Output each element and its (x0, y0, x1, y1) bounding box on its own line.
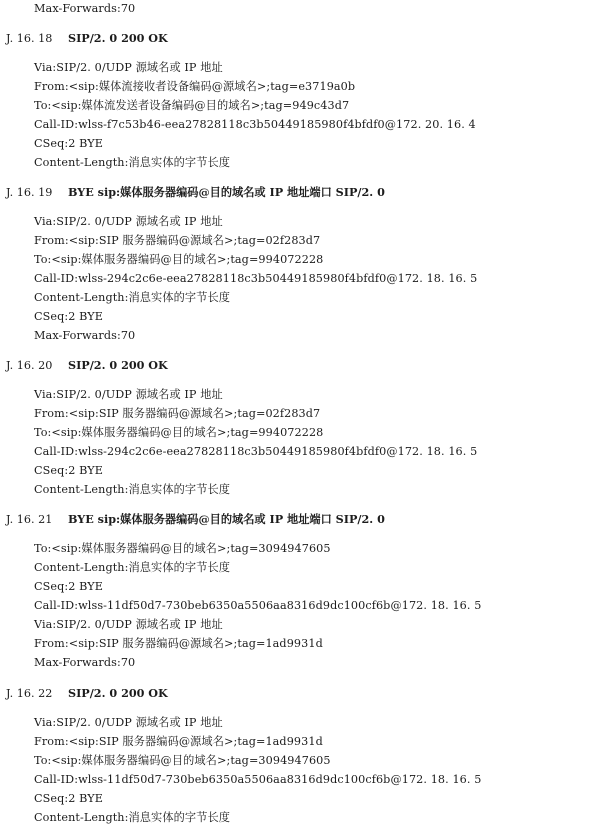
header-line: Content-Length:消息实体的字节长度 (34, 561, 231, 574)
header-line: From:<sip:SIP 服务器编码@源域名>;tag=02f283d7 (34, 407, 321, 420)
section-heading-j1621 (6, 512, 385, 527)
section-number: J. 16. 20 (6, 359, 53, 372)
header-line: Content-Length:消息实体的字节长度 (34, 483, 231, 496)
section-heading-j1618 (6, 31, 168, 46)
section-title: SIP/2. 0 200 OK (68, 31, 168, 45)
header-line: From:<sip:SIP 服务器编码@源域名>;tag=1ad9931d (34, 735, 323, 748)
section-heading-j1619 (6, 185, 385, 200)
header-line: CSeq:2 BYE (34, 137, 104, 150)
header-line: To:<sip:媒体服务器编码@目的域名>;tag=994072228 (34, 253, 324, 266)
max-forwards-line: Max-Forwards:70 (34, 2, 136, 15)
header-line: Call-ID:wlss-11df50d7-730beb6350a5506aa8316d9dc100cf6b@172. 18. 16. 5 (34, 773, 482, 786)
header-line: CSeq:2 BYE (34, 580, 104, 593)
section-number: J. 16. 22 (6, 687, 53, 700)
header-line: Max-Forwards:70 (34, 329, 136, 342)
header-line: Via:SIP/2. 0/UDP 源域名或 IP 地址 (34, 388, 223, 401)
header-line: Call-ID:wlss-294c2c6e-eea27828118c3b50449185980f4bfdf0@172. 18. 16. 5 (34, 445, 478, 458)
section-number: J. 16. 21 (6, 513, 53, 526)
header-line: From:<sip:SIP 服务器编码@源域名>;tag=02f283d7 (34, 234, 321, 247)
header-line: Content-Length:消息实体的字节长度 (34, 156, 231, 169)
header-line: Call-ID:wlss-f7c53b46-eea27828118c3b50449185980f4bfdf0@172. 20. 16. 4 (34, 118, 476, 131)
header-line: Via:SIP/2. 0/UDP 源域名或 IP 地址 (34, 61, 223, 74)
section-heading-j1622 (6, 686, 168, 701)
header-line: CSeq:2 BYE (34, 792, 104, 805)
section-title: BYE sip:媒体服务器编码@目的域名或 IP 地址端口 SIP/2. 0 (68, 185, 385, 199)
section-title: SIP/2. 0 200 OK (68, 686, 168, 700)
header-line: Call-ID:wlss-11df50d7-730beb6350a5506aa8316d9dc100cf6b@172. 18. 16. 5 (34, 599, 482, 612)
section-heading-j1620 (6, 358, 168, 373)
header-line: CSeq:2 BYE (34, 464, 104, 477)
header-line: To:<sip:媒体流发送者设备编码@目的域名>;tag=949c43d7 (34, 99, 350, 112)
section-number: J. 16. 19 (6, 186, 53, 199)
header-line: Max-Forwards:70 (34, 656, 136, 669)
header-line: Via:SIP/2. 0/UDP 源域名或 IP 地址 (34, 618, 223, 631)
header-line: From:<sip:媒体流接收者设备编码@源域名>;tag=e3719a0b (34, 80, 356, 93)
header-line: Content-Length:消息实体的字节长度 (34, 811, 231, 824)
section-title: SIP/2. 0 200 OK (68, 358, 168, 372)
header-line: CSeq:2 BYE (34, 310, 104, 323)
header-line: To:<sip:媒体服务器编码@目的域名>;tag=3094947605 (34, 542, 331, 555)
section-number: J. 16. 18 (6, 32, 53, 45)
header-line: Via:SIP/2. 0/UDP 源域名或 IP 地址 (34, 215, 223, 228)
header-line: Content-Length:消息实体的字节长度 (34, 291, 231, 304)
header-line: From:<sip:SIP 服务器编码@源域名>;tag=1ad9931d (34, 637, 323, 650)
section-title: BYE sip:媒体服务器编码@目的域名或 IP 地址端口 SIP/2. 0 (68, 512, 385, 526)
header-line: Via:SIP/2. 0/UDP 源域名或 IP 地址 (34, 716, 223, 729)
header-line: To:<sip:媒体服务器编码@目的域名>;tag=3094947605 (34, 754, 331, 767)
header-line: To:<sip:媒体服务器编码@目的域名>;tag=994072228 (34, 426, 324, 439)
header-line: Call-ID:wlss-294c2c6e-eea27828118c3b50449185980f4bfdf0@172. 18. 16. 5 (34, 272, 478, 285)
